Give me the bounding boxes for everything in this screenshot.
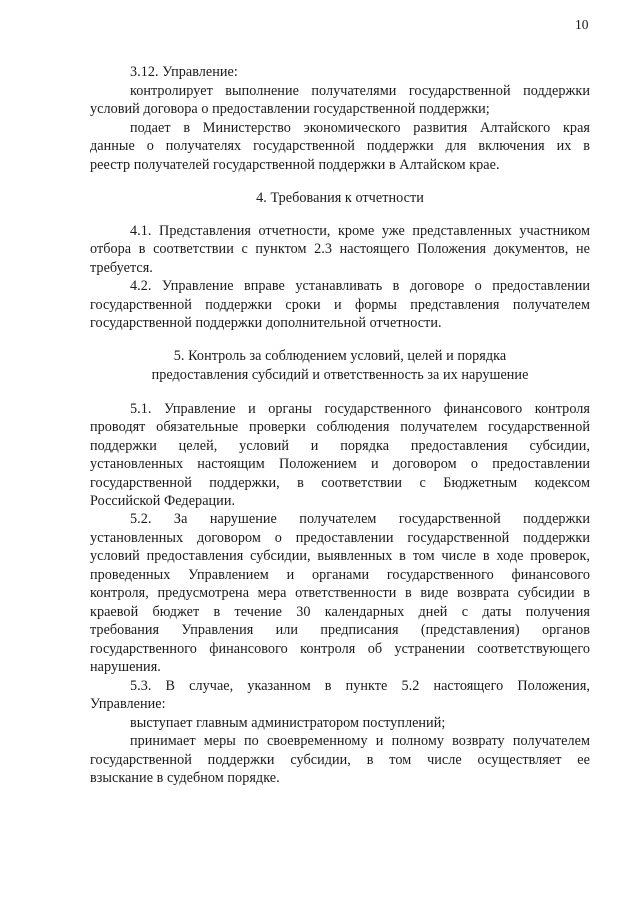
text-line: 5.3. В случае, указанном в пункте 5.2 настоящего Положения,: [130, 678, 590, 694]
text-line: государственной поддержки сроки и формы представления получателем: [90, 297, 590, 313]
text-line: взыскание в судебном порядке.: [90, 770, 280, 786]
text-line: установленных договором о предоставлении государственной поддержки: [90, 530, 590, 546]
text-line: контролирует выполнение получателями государственной поддержки: [130, 83, 590, 99]
text-line: 3.12. Управление:: [130, 64, 238, 80]
text-line: 5.1. Управление и органы государственного финансового контроля: [130, 401, 590, 417]
text-line: 4.2. Управление вправе устанавливать в договоре о предоставлении: [130, 278, 590, 294]
text-line: нарушения.: [90, 659, 161, 675]
text-line: государственной поддержки субсидии, в том числе осуществляет ее: [90, 752, 590, 768]
text-line: 5.2. За нарушение получателем государственной поддержки: [130, 511, 590, 527]
text-line: проведенных Управлением и органами государственного финансового: [90, 567, 590, 583]
text-line: контроля, предусмотрена мера ответственности в виде возврата субсидии в: [90, 585, 590, 601]
text-line: требования Управления или предписания (представления) органов: [90, 622, 590, 638]
text-line: Управление:: [90, 696, 166, 712]
text-line: проводят обязательные проверки соблюдения получателем государственной: [90, 419, 590, 435]
text-line: выступает главным администратором поступлений;: [130, 715, 446, 731]
text-line: условий договора о предоставлении государственной поддержки;: [90, 101, 490, 117]
text-line: отбора в соответствии с пунктом 2.3 настоящего Положения документов, не: [90, 241, 590, 257]
text-line: данные о получателях государственной поддержки для включения их в: [90, 138, 590, 154]
text-line: установленных настоящим Положением и договором о предоставлении: [90, 456, 590, 472]
text-line: 4.1. Представления отчетности, кроме уже представленных участником: [130, 223, 590, 239]
text-line: подает в Министерство экономического развития Алтайского края: [130, 120, 590, 136]
section-heading: предоставления субсидий и ответственность за их нарушение: [151, 367, 529, 383]
text-line: государственного финансового контроля об устранении соответствующего: [90, 641, 590, 657]
section-heading: 4. Требования к отчетности: [256, 190, 424, 206]
text-line: принимает меры по своевременному и полному возврату получателем: [130, 733, 590, 749]
text-line: условий предоставления субсидии, выявленных в том числе в ходе проверок,: [90, 548, 590, 564]
text-line: Российской Федерации.: [90, 493, 236, 509]
text-line: государственной поддержки дополнительной отчетности.: [90, 315, 442, 331]
text-line: требуется.: [90, 260, 153, 276]
page-number: 10: [575, 17, 589, 32]
text-line: поддержки целей, условий и порядка предоставления субсидии,: [90, 438, 590, 454]
text-line: краевой бюджет в течение 30 календарных дней с даты получения: [90, 604, 590, 620]
text-line: государственной поддержки, в соответствии с Бюджетным кодексом: [90, 475, 590, 491]
text-line: реестр получателей государственной поддержки в Алтайском крае.: [90, 157, 500, 173]
section-heading: 5. Контроль за соблюдением условий, целей и порядка: [173, 348, 507, 364]
